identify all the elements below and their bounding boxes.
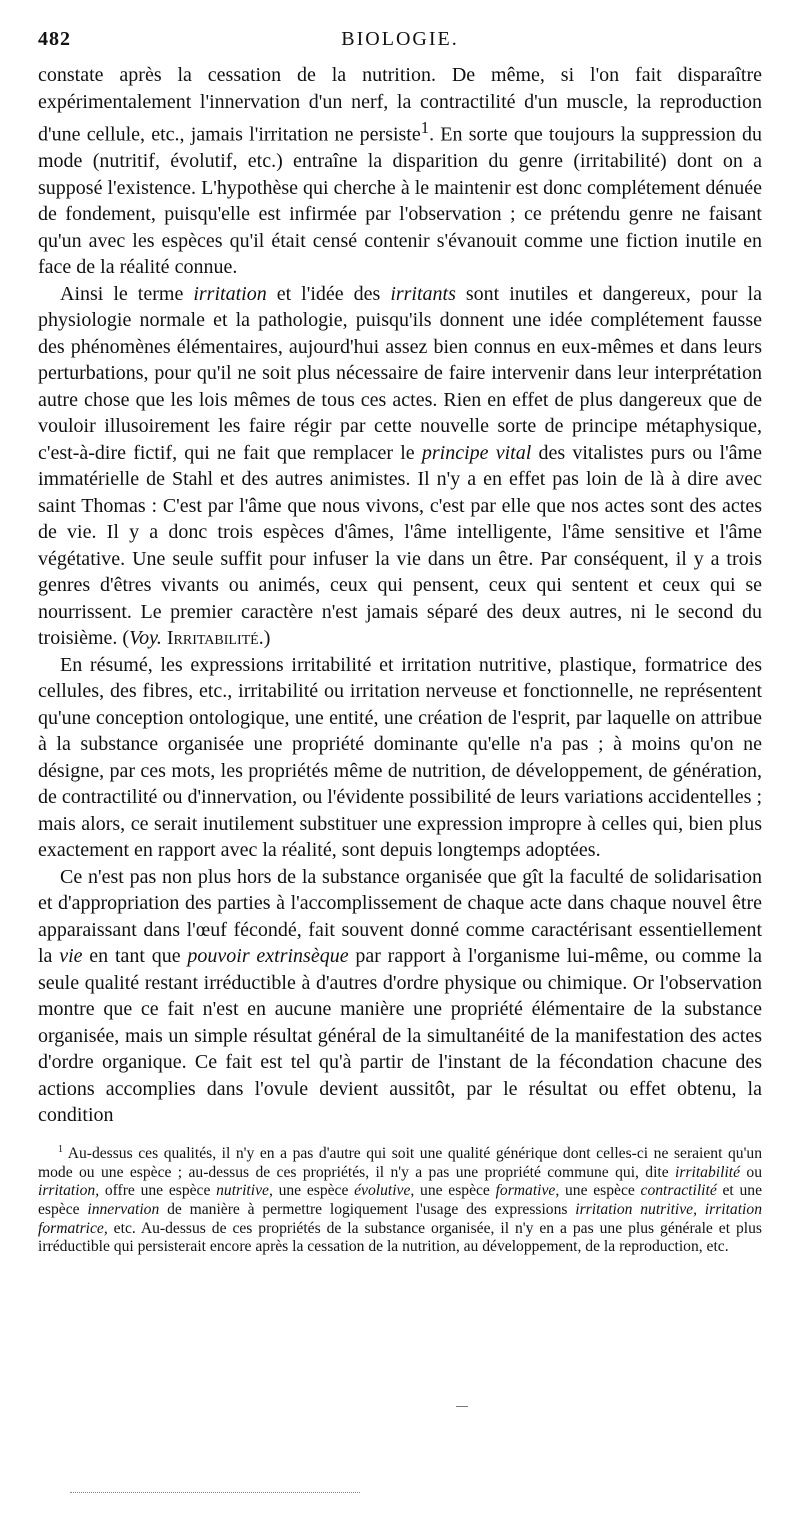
footnote-part: etc. Au-dessus de ces propriétés de la substance organisée, il n'y en a pas une plus générale et plus irréductible qui persisterait encore après la cessation de la nutrition, au développement, de la reproduction, etc. (38, 1219, 762, 1256)
paragraph-2-e: ) (263, 627, 271, 650)
paragraph-4-b: en tant que (82, 945, 188, 968)
scan-artifact (70, 1492, 360, 1493)
paragraph-2-d: des vitalistes purs ou l'âme immatérielle de Stahl et des autres animistes. Il n'y a en effet pas loin de là à dire avec saint Thomas : C'est par l'âme que nous vivons, c'est par elle que nos actes sont des actes de vie. Il y a donc trois espèces d'âmes, l'âme intelligente, l'âme sensitive et l'âme végétative. Une seule suffit pour infuser la vie dans un être. Par conséquent, il y a trois genres d'êtres vivants ou animés, ceux qui pensent, ceux qui sentent et ceux qui se nourrissent. Le premier caractère n'est jamais séparé des deux autres, ni le second du troisième. ( (38, 441, 762, 650)
term-irritation: irritation (193, 282, 267, 305)
paragraph-4-a: Ce n'est pas non plus hors de la substance organisée que gît la faculté de solidarisation et d'appropriation des parties à l'accomplissement de chaque acte dans chaque nouvel être apparaissant dans l'œuf fécondé, fait souvent donné comme caractérisant essentiellement la (38, 865, 762, 968)
paragraph-2-b: et l'idée des (266, 282, 391, 305)
footnote-part: et une espèce (38, 1182, 763, 1218)
footnote-part: une espèce (272, 1182, 355, 1200)
footnote-term: innervation (87, 1200, 160, 1218)
paragraph-1-rest: . En sorte que toujours la suppression du mode (nutritif, évolutif, etc.) entraîne la disparition du genre (irritabilité) dont on a supposé l'existence. L'hypothèse qui cherche à le maintenir est donc complétement dénuée de fondement, puisqu'elle est infirmée par l'observation ; ce prétendu genre ne faisant qu'un avec les espèces qu'il était censé contenir s'évanouit comme une fiction inutile en face de la réalité connue. (38, 123, 762, 279)
running-title: BIOLOGIE. (341, 28, 459, 50)
footnote-term: irritabilité (675, 1163, 741, 1181)
footnote-term: irritation nutritive, irritation formatrice, (38, 1200, 762, 1237)
footnote-part: une espèce (414, 1182, 496, 1200)
footnote-term: nutritive, (216, 1182, 273, 1200)
footnote-term: évolutive, (354, 1182, 415, 1200)
page-header (38, 28, 762, 62)
paragraph-2-c: sont inutiles et dangereux, pour la physiologie normale et la pathologie, puisqu'ils donnent une idée complétement fausse des phénomènes élémentaires, aujourd'hui assez bien connus en eux-mêmes et dans leurs perturbations, pour qu'il ne soit plus nécessaire de faire intervenir dans leur interprétation autre chose que les lois mêmes de tous ces actes. Rien en effet de plus dangereux que de vouloir illusoirement les faire régir par cette nouvelle sorte de principe métaphysique, c'est-à-dire fictif, qui ne fait que remplacer le (38, 282, 762, 464)
footnote-ref: 1 (420, 118, 430, 137)
main-text (38, 62, 762, 1129)
term-voy: Voy. (129, 627, 162, 650)
paragraph-1 (38, 62, 762, 281)
paragraph-3: En résumé, les expressions irritabilité et irritation nutritive, plastique, formatrice des cellules, des fibres, etc., irritabilité ou irritation nerveuse et fonctionnelle, ne représentent qu'une conception ontologique, une entité, une création de l'esprit, par laquelle on attribue à la substance organisée une propriété dominante qu'elle n'a pas ; à moins qu'on ne désigne, par ces mots, les propriétés même de nutrition, de développement, de génération, de contractilité ou d'innervation, ou l'évidente possibilité de leurs variations accidentelles ; mais alors, ce serait inutilement substituer une expression impropre à celles qui, bien plus exactement en rapport avec la réalité, sont depuis longtemps adoptées. (38, 653, 762, 862)
footnote-text (38, 1141, 762, 1257)
print-mark (456, 1406, 468, 1407)
term-principe-vital: principe vital (421, 441, 532, 464)
paragraph-2-a: Ainsi le terme (60, 282, 194, 305)
term-irritants: irritants (390, 282, 456, 305)
term-vie: vie (59, 945, 83, 968)
footnote-part: une espèce (559, 1182, 641, 1200)
page-number: 482 (38, 28, 71, 50)
book-page (38, 28, 762, 1257)
paragraph-4-c: par rapport à l'organisme lui-même, ou comme la seule qualité restant irréductible à d'autres d'ordre physique ou chimique. Or l'observation montre que ce fait n'est en aucune manière une propriété élémentaire de la substance organisée, mais un simple résultat général de la simultanéité de la manifestation des actes d'ordre organique. Ce fait est tel qu'à partir de l'instant de la fécondation chacune des actions accomplies dans l'ovule devient aussitôt, par le résultat ou effet obtenu, la condition (38, 945, 763, 1127)
footnote-marker: 1 (58, 1143, 63, 1155)
footnote (38, 1141, 762, 1257)
cross-reference: Irritabilité. (166, 627, 264, 650)
term-pouvoir-extrinseque: pouvoir extrinsèque (187, 945, 349, 968)
footnote-term: formative, (495, 1182, 560, 1200)
footnote-part: offre une espèce (99, 1182, 217, 1200)
footnote-part: Au-dessus ces qualités, il n'y en a pas d'autre qui soit une qualité générique dont celles-ci ne seraient qu'un mode ou une espèce ; au-dessus de ces propriétés, il n'y a pas une propriété commune qui, dite (38, 1144, 762, 1181)
paragraph-1-text: constate après la cessation de la nutrition. De même, si l'on fait disparaître expérimentalement l'innervation d'un nerf, la contractilité d'un muscle, la reproduction d'une cellule, etc., jamais l'irritation ne persiste (38, 64, 762, 146)
footnote-part: ou (740, 1163, 762, 1181)
footnote-term: irritation, (38, 1182, 100, 1200)
footnote-part: de manière à permettre logiquement l'usage des expressions (159, 1200, 576, 1218)
paragraph-4 (38, 864, 762, 1129)
paragraph-2 (38, 281, 762, 652)
footnote-term: contractilité (640, 1182, 717, 1200)
